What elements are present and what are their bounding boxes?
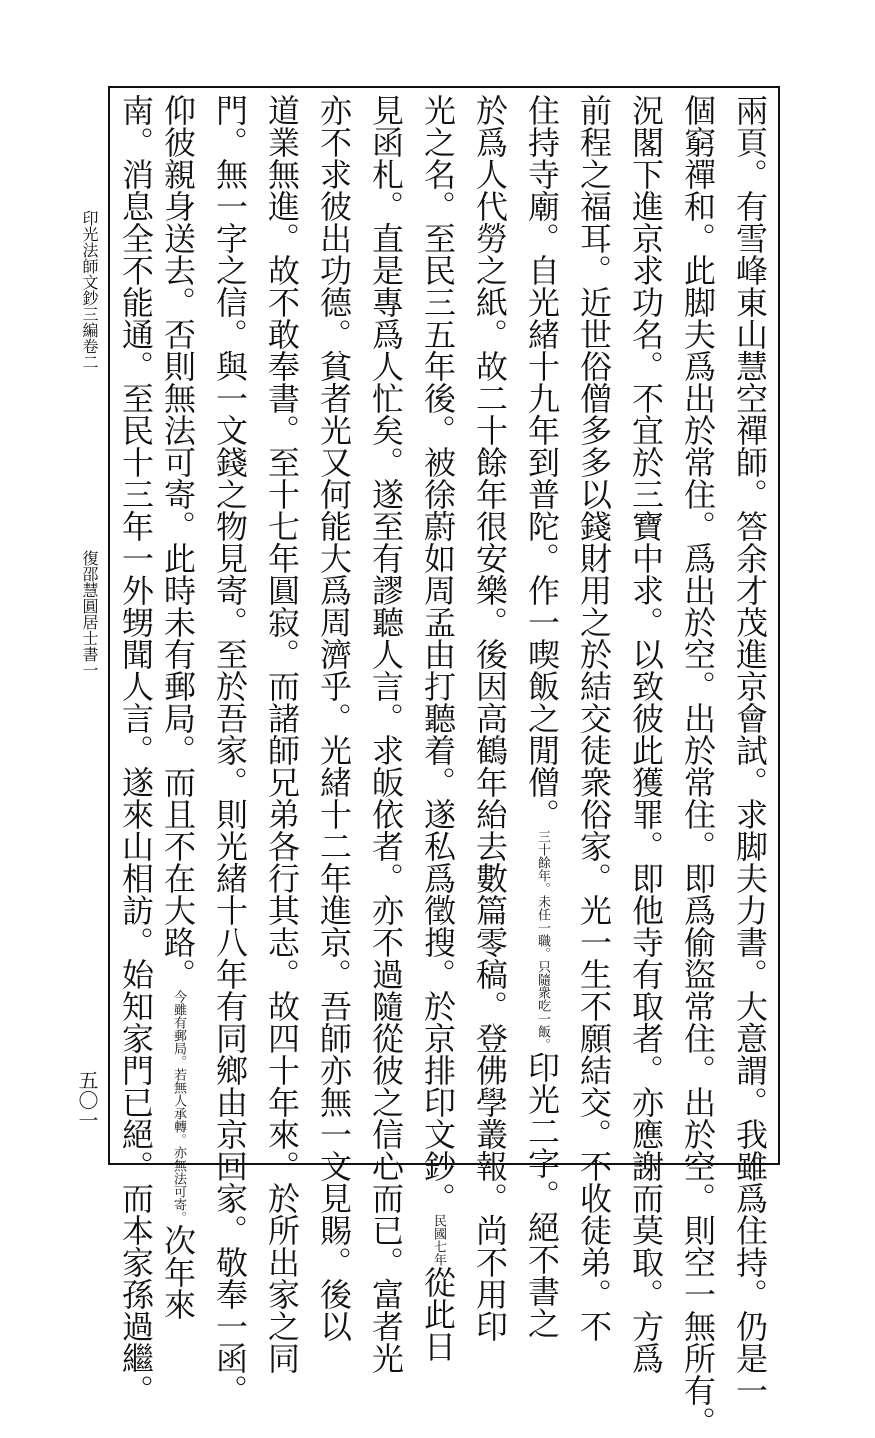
column-text: 亦不求彼出功德。貧者光又何能大爲周濟乎。光緒十二年進京。吾師亦無一文見賜。後以 — [315, 94, 353, 1342]
text-column — [569, 94, 619, 1342]
column-text: 門。無一字之信。與一文錢之物見寄。至於吾家。則光緒十八年有同鄉由京回家。敬奉一函。 — [211, 94, 249, 1406]
text-column — [111, 94, 161, 1406]
text-column — [361, 94, 411, 1374]
text-column — [621, 94, 671, 1374]
column-text-continued: 印光二字。絕不書之 — [523, 1051, 561, 1339]
column-text: 仰彼親身送去。否則無法可寄。此時未有郵局。而且不在大路。 — [159, 94, 197, 990]
column-text: 見函札。直是專爲人忙矣。遂至有謬聽人言。求皈依者。亦不過隨從彼之信心而已。富者光 — [367, 94, 405, 1374]
column-text: 於爲人代勞之紙。故二十餘年很安樂。後因高鶴年紿去數篇零稿。登佛學叢報。尚不用印 — [471, 94, 509, 1342]
column-text-continued: 次年來 — [159, 1224, 197, 1320]
frame-left-rule — [108, 86, 110, 1164]
frame-right-rule — [778, 86, 780, 1164]
column-text: 光之名。至民三五年後。被徐蔚如周孟由打聽着。遂私爲徵搜。於京排印文鈔。 — [419, 94, 457, 1214]
section-title: 復邵慧圓居士書一 — [80, 550, 99, 678]
text-column — [517, 94, 567, 1339]
text-column — [413, 94, 463, 1362]
interlinear-note: 今雖有郵局。若無人承轉。亦無法可寄。 — [171, 990, 186, 1224]
interlinear-note: 民國七年 — [431, 1214, 446, 1266]
text-column — [465, 94, 515, 1342]
text-column — [205, 94, 255, 1406]
text-column — [257, 94, 307, 1374]
column-text: 住持寺廟。自光緒十九年到普陀。作一喫飯之閒僧。 — [523, 94, 561, 830]
book-title: 印光法師文鈔三編卷二 — [80, 210, 99, 370]
frame-top-rule — [108, 86, 780, 88]
column-text: 況閣下進京求功名。不宜於三寶中求。以致彼此獲罪。即他寺有取者。亦應謝而莫取。方爲 — [627, 94, 665, 1374]
column-text: 道業無進。故不敢奉書。至十七年圓寂。而諸師兄弟各行其志。故四十年來。於所出家之同 — [263, 94, 301, 1374]
column-text-continued: 從此日 — [419, 1266, 457, 1362]
text-column — [673, 94, 723, 1438]
column-text: 南。消息全不能通。至民十三年一外甥聞人言。遂來山相訪。始知家門已絕。而本家孫過繼。 — [117, 94, 155, 1406]
text-column — [309, 94, 359, 1342]
page-number: 五〇一 — [75, 1070, 99, 1130]
interlinear-note: 三十餘年。未任一職。只隨衆吃一飯。 — [535, 830, 550, 1051]
text-column — [725, 94, 775, 1406]
column-text: 個窮禪和。此脚夫爲出於常住。爲出於空。出於常住。即爲偷盜常住。出於空。則空一無所有。 — [679, 94, 717, 1438]
column-text: 前程之福耳。近世俗僧多多以錢財用之於結交徒衆俗家。光一生不願結交。不收徒弟。不 — [575, 94, 613, 1342]
column-text: 兩頁。有雪峰東山慧空禪師。答余才茂進京會試。求脚夫力書。大意謂。我雖爲住持。仍是一 — [731, 94, 769, 1406]
